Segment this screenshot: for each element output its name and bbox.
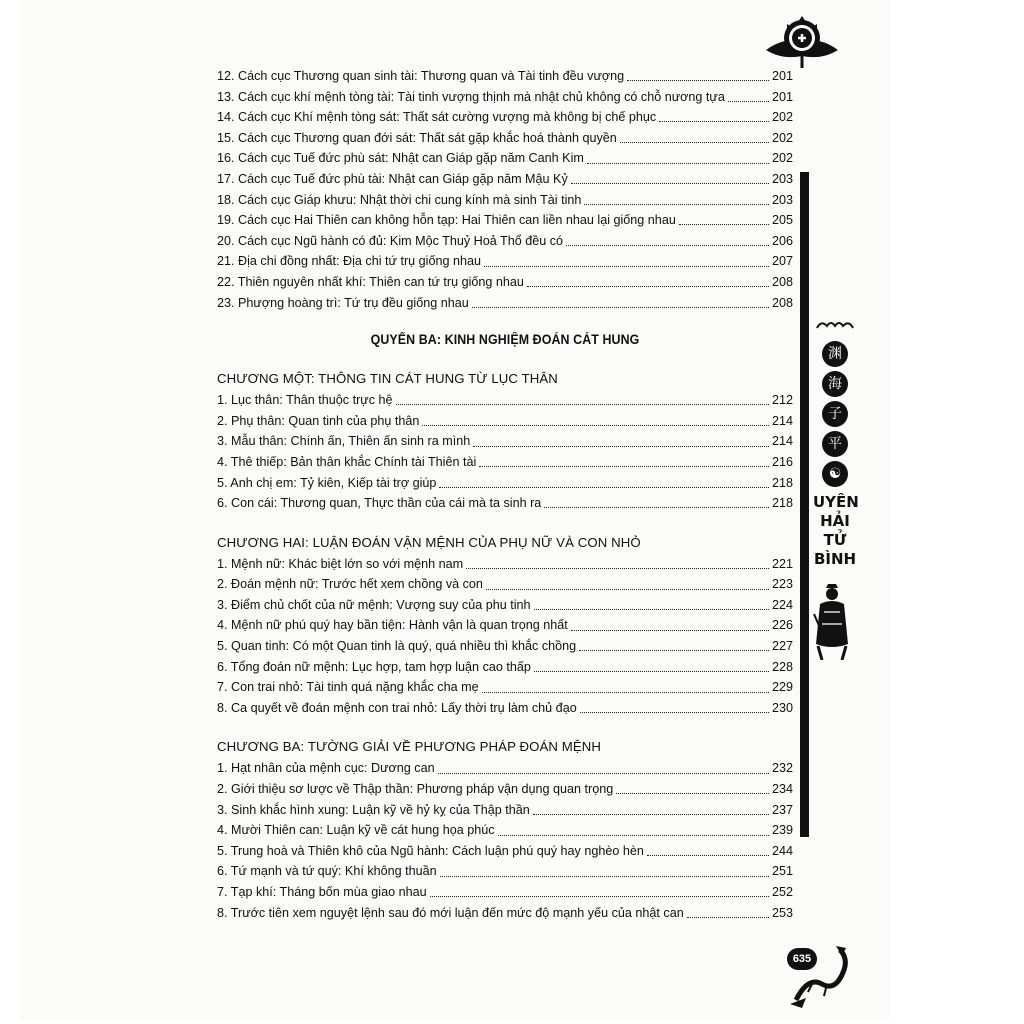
toc-entry-page: 202	[771, 151, 793, 166]
page-number: 635	[787, 948, 817, 970]
toc-entry	[217, 251, 793, 272]
scholar-figure-icon	[812, 584, 852, 665]
toc-entry-title: 3. Sinh khắc hình xung: Luận kỹ về hỷ kỵ của Thập thần	[217, 802, 530, 817]
toc-entry-page: 224	[771, 597, 793, 612]
toc-entry-page: 237	[771, 802, 793, 817]
toc-entry	[217, 210, 793, 231]
dot-leader	[566, 244, 769, 246]
toc-entry-title: 6. Con cái: Thương quan, Thực thần của cái mà ta sinh ra	[217, 496, 542, 511]
vn-title-line: BÌNH	[813, 550, 857, 568]
toc-entry-page: 226	[771, 618, 793, 633]
toc-entry-title: 6. Tổng đoán nữ mệnh: Lục hợp, tam hợp luận cao thấp	[217, 659, 531, 674]
toc-entry-title: 3. Điểm chủ chốt của nữ mệnh: Vượng suy của phu tinh	[217, 597, 531, 612]
dot-leader	[422, 424, 769, 426]
vn-title-line: HẢI	[820, 512, 850, 530]
cloud-ornament-icon	[813, 318, 857, 332]
toc-entry-title: 5. Quan tinh: Có một Quan tinh là quý, quá nhiều thì khắc chồng	[217, 639, 577, 654]
toc-entry-title: 12. Cách cục Thương quan sinh tài: Thương quan và Tài tinh đều vượng	[217, 69, 625, 83]
toc-entry-title: 16. Cách cục Tuế đức phù sát: Nhật can Giáp gặp năm Canh Kim	[217, 151, 584, 166]
toc-entry-page: 208	[771, 295, 793, 310]
toc-entry-title: 17. Cách cục Tuế đức phù tài: Nhật can Giáp gặp năm Mậu Kỷ	[217, 171, 568, 186]
toc-entry-page: 205	[771, 213, 793, 228]
cjk-character: 海	[822, 371, 848, 397]
toc-entry-page: 203	[771, 171, 793, 186]
dot-leader	[498, 834, 769, 836]
toc-entry-page: 206	[771, 233, 793, 248]
toc-entry-page: 214	[771, 413, 793, 428]
toc-entry-title: 7. Con trai nhỏ: Tài tinh quá nặng khắc cha mẹ	[217, 680, 479, 695]
toc-entry	[217, 107, 793, 128]
toc-entry	[217, 554, 793, 575]
toc-entry-title: 20. Cách cục Ngũ hành có đủ: Kim Mộc Thuỷ Hoả Thổ đều có	[217, 233, 564, 248]
toc-entry-title: 1. Mệnh nữ: Khác biệt lớn so với mệnh nam	[217, 556, 464, 571]
toc-entry-page: 218	[771, 496, 793, 511]
toc-entry-title: 21. Địa chi đồng nhất: Địa chi tứ trụ giống nhau	[217, 254, 481, 269]
toc-entry	[217, 431, 793, 452]
toc-entry-page: 221	[771, 556, 793, 571]
toc-entry-page: 214	[771, 434, 793, 449]
toc-entry-title: 2. Đoán mệnh nữ: Trước hết xem chồng và con	[217, 577, 483, 592]
toc-entry-title: 8. Ca quyết về đoán mệnh con trai nhỏ: Lấy thời trụ làm chủ đạo	[217, 700, 577, 715]
toc-entry-title: 22. Thiên nguyên nhất khí: Thiên can tứ trụ giống nhau	[217, 274, 524, 289]
vn-title-line: UYÊN	[813, 493, 859, 511]
dot-leader	[534, 608, 769, 610]
toc-entry-page: 234	[771, 782, 793, 797]
toc-entry	[217, 87, 793, 108]
toc-entry	[217, 779, 793, 800]
dot-leader	[580, 711, 769, 713]
dot-leader	[728, 100, 769, 102]
toc-entry-title: 15. Cách cục Thương quan đới sát: Thất sát gặp khắc hoá thành quyền	[217, 130, 617, 145]
toc-entry	[217, 882, 793, 903]
toc-entry-page: 216	[771, 454, 793, 469]
toc-entry	[217, 473, 793, 494]
chapter-title: CHƯƠNG HAI: LUẬN ĐOÁN VẬN MỆNH CỦA PHỤ NỮ VÀ CON NHỎ	[217, 534, 641, 550]
toc-entry-title: 7. Tạp khí: Tháng bốn mùa giao nhau	[217, 885, 427, 899]
toc-entry-title: 23. Phượng hoàng trì: Tứ trụ đều giống nhau	[217, 295, 469, 310]
toc-entry-title: 3. Mẫu thân: Chính ấn, Thiên ấn sinh ra mình	[217, 434, 471, 449]
toc-entry-title: 5. Trung hoà và Thiên khô của Ngũ hành: Cách luận phú quý hay nghèo hèn	[217, 843, 644, 858]
toc-entry-page: 208	[771, 274, 793, 289]
side-title	[813, 318, 857, 569]
dot-leader	[647, 854, 769, 856]
dot-leader	[472, 306, 769, 308]
toc-entry-title: 5. Anh chị em: Tỷ kiên, Kiếp tài trợ giúp	[217, 475, 437, 490]
vn-title	[813, 493, 857, 569]
toc-entry	[217, 574, 793, 595]
toc-entry-page: 202	[771, 110, 793, 125]
dot-leader	[466, 567, 769, 569]
toc-entry-title: 1. Hạt nhân của mệnh cục: Dương can	[217, 761, 435, 776]
toc-entry	[217, 293, 793, 314]
dot-leader	[579, 649, 769, 651]
toc-entry	[217, 272, 793, 293]
dot-leader	[482, 691, 769, 693]
dot-leader	[616, 792, 769, 794]
toc-entry-page: 202	[771, 130, 793, 145]
chapter-gap	[217, 514, 793, 533]
toc-entry-title: 19. Cách cục Hai Thiên can không hỗn tạp: Hai Thiên can liền nhau lại giống nhau	[217, 213, 676, 228]
dot-leader	[659, 120, 769, 122]
toc-entry-title: 4. Mười Thiên can: Luận kỹ về cát hung họa phúc	[217, 823, 495, 838]
toc-entry	[217, 841, 793, 862]
chapters	[217, 369, 793, 923]
dot-leader	[584, 203, 769, 205]
toc-entry-title: 1. Lục thân: Thân thuộc trực hệ	[217, 393, 393, 408]
toc-entry	[217, 66, 793, 87]
dot-leader	[439, 486, 769, 488]
toc-entry-title: 8. Trước tiên xem nguyệt lệnh sau đó mới luận đến mức độ mạnh yếu của nhật can	[217, 905, 684, 920]
toc-entry	[217, 148, 793, 169]
toc-entry	[217, 698, 793, 719]
toc-entry-page: 218	[771, 475, 793, 490]
toc-entry	[217, 615, 793, 636]
toc-entry-page: 212	[771, 393, 793, 408]
toc-entry-page: 251	[771, 864, 793, 879]
toc-entry	[217, 128, 793, 149]
dot-leader	[687, 916, 769, 918]
dot-leader	[679, 223, 769, 225]
toc-entry	[217, 452, 793, 473]
dot-leader	[587, 162, 769, 164]
toc-entry	[217, 636, 793, 657]
toc-entry-page: 201	[771, 89, 793, 104]
toc-entry	[217, 411, 793, 432]
dot-leader	[473, 445, 769, 447]
toc-entry-page: 207	[771, 254, 793, 269]
toc-entry-title: 13. Cách cục khí mệnh tòng tài: Tài tinh vượng thịnh mà nhật chủ không có chỗ nương tựa	[217, 89, 725, 104]
toc-entry-title: 2. Phụ thân: Quan tinh của phụ thân	[217, 413, 420, 428]
toc-entry-page: 239	[771, 823, 793, 838]
toc-entry	[217, 169, 793, 190]
dot-leader	[486, 588, 769, 590]
dot-leader	[527, 285, 769, 287]
toc-entry-page: 253	[771, 905, 793, 920]
toc-entry-page: 229	[771, 680, 793, 695]
dot-leader	[533, 813, 769, 815]
toc-entry-page: 228	[771, 659, 793, 674]
cjk-title	[813, 341, 857, 457]
dot-leader	[544, 506, 769, 508]
dot-leader	[627, 79, 769, 81]
toc-entry-page: 244	[771, 843, 793, 858]
toc-entry-title: 6. Tứ mạnh và tứ quý: Khí không thuần	[217, 864, 437, 879]
dot-leader	[571, 182, 769, 184]
toc-entry-title: 14. Cách cục Khí mệnh tòng sát: Thất sát cường vượng mà không bị chế phục	[217, 110, 657, 125]
dot-leader	[571, 629, 769, 631]
toc-entry	[217, 820, 793, 841]
table-of-contents	[217, 66, 793, 923]
toc-entry	[217, 595, 793, 616]
toc-entry	[217, 190, 793, 211]
toc-entry	[217, 390, 793, 411]
toc-entry-title: 2. Giới thiệu sơ lược về Thập thần: Phương pháp vận dụng quan trọng	[217, 782, 614, 797]
side-band	[800, 172, 809, 837]
dot-leader	[484, 265, 769, 267]
dot-leader	[534, 670, 769, 672]
toc-entry	[217, 861, 793, 882]
toc-entry	[217, 493, 793, 514]
dot-leader	[430, 895, 769, 897]
chapter-title: CHƯƠNG BA: TƯỜNG GIẢI VỀ PHƯƠNG PHÁP ĐOÁN MỆNH	[217, 739, 601, 755]
toc-entry-page: 252	[771, 885, 793, 899]
cjk-character: 平	[822, 431, 848, 457]
toc-entry-title: 18. Cách cục Giáp khưu: Nhật thời chi cung kính mà sinh Tài tinh	[217, 192, 582, 207]
cjk-character: 渊	[822, 341, 848, 367]
part-title: QUYỂN BA: KINH NGHIỆM ĐOÁN CÁT HUNG	[370, 332, 640, 348]
dot-leader	[620, 141, 769, 143]
chapter-gap	[217, 718, 793, 737]
dot-leader	[440, 875, 769, 877]
vn-title-line: TỬ	[823, 531, 847, 549]
toc-entry-page: 201	[771, 69, 793, 83]
toc-entry	[217, 800, 793, 821]
dot-leader	[479, 465, 769, 467]
chapter-title: CHƯƠNG MỘT: THÔNG TIN CÁT HUNG TỪ LỤC THÂN	[217, 371, 558, 387]
toc-entry-title: 4. Thê thiếp: Bản thân khắc Chính tài Thiên tài	[217, 454, 477, 469]
dot-leader	[396, 403, 769, 405]
toc-entry	[217, 758, 793, 779]
toc-entry	[217, 903, 793, 924]
toc-entry-page: 227	[771, 639, 793, 654]
cjk-character: 子	[822, 401, 848, 427]
toc-entry-page: 232	[771, 761, 793, 776]
toc-entry	[217, 231, 793, 252]
toc-entry-page: 223	[771, 577, 793, 592]
toc-entry-page: 203	[771, 192, 793, 207]
toc-entry-page: 230	[771, 700, 793, 715]
dot-leader	[438, 772, 769, 774]
yin-yang-icon: ☯	[822, 461, 848, 487]
toc-entry	[217, 677, 793, 698]
toc-entry-title: 4. Mệnh nữ phú quý hay bần tiện: Hành vận là quan trọng nhất	[217, 618, 568, 633]
toc-entry	[217, 657, 793, 678]
entries-top	[217, 66, 793, 313]
